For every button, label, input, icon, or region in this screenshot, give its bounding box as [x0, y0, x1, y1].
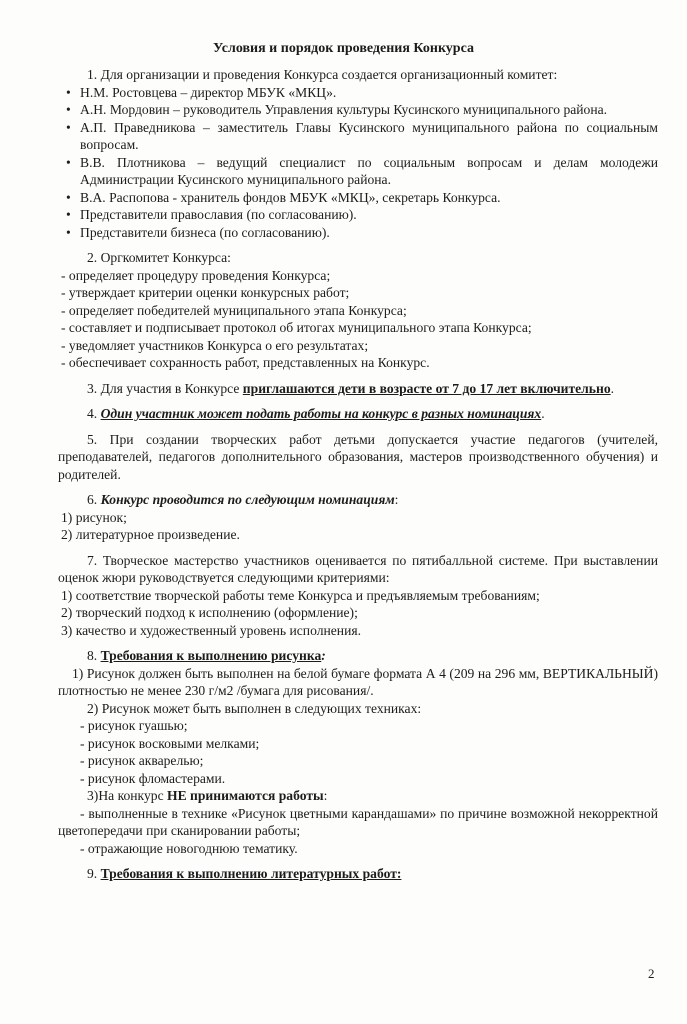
drawing-rule-2: 2) Рисунок может быть выполнен в следующих техниках: [87, 700, 422, 716]
technique-item: - рисунок фломастерами. [80, 770, 226, 786]
committee-duty: - составляет и подписывает протокол об итогах муниципального этапа Конкурса; [61, 320, 532, 335]
section-4-prefix: 4. [87, 406, 101, 421]
committee-member: • Представители православия (по согласованию). [58, 206, 658, 224]
not-accepted-item: - отражающие новогоднюю тематику. [80, 840, 298, 856]
technique-item: - рисунок гуашью; [80, 718, 188, 733]
criterion-item: 2) творческий подход к исполнению (оформление); [61, 605, 358, 620]
section-6-prefix: 6. [87, 492, 101, 507]
drawing-rule-3-suffix: : [323, 788, 328, 803]
section-3-prefix: 3. Для участия в Конкурсе [87, 380, 243, 396]
section-8-prefix: 8. [87, 648, 101, 663]
section-3 [58, 380, 658, 398]
section-3-suffix: . [610, 380, 615, 396]
section-7-intro: 7. Творческое мастерство участников оценивается по пятибалльной системе. При выставлении оценок жюри руководствуется следующими критериями: [58, 552, 658, 585]
section-4-suffix: . [541, 406, 545, 421]
section-2-intro: 2. Оргкомитет Конкурса: [87, 250, 231, 265]
document-body [58, 66, 658, 883]
section-9-prefix: 9. [87, 866, 101, 881]
section-4 [58, 405, 658, 423]
nomination-item: 1) рисунок; [61, 509, 127, 525]
nomination-item: 2) литературное произведение. [61, 527, 240, 542]
page-number: 2 [648, 966, 655, 981]
committee-duty: - утверждает критерии оценки конкурсных работ; [61, 285, 350, 300]
section-1-intro: 1. Для организации и проведения Конкурса создается организационный комитет: [87, 67, 558, 82]
committee-member: • В.А. Распопова - хранитель фондов МБУК «МКЦ», секретарь Конкурса. [58, 189, 658, 207]
not-accepted-item: - выполненные в технике «Рисунок цветными карандашами» по причине возможной некорректной цветопередачи при сканировании работы; [58, 805, 658, 838]
drawing-rule-1: 1) Рисунок должен быть выполнен на белой бумаге формата А 4 (209 на 296 мм, ВЕРТИКАЛЬНЫЙ) плотностью не менее 230 г/м2 /бумага для рисования/. [58, 665, 658, 698]
committee-duty: - определяет победителей муниципального этапа Конкурса; [61, 302, 407, 318]
not-accepted-label: НЕ принимаются работы [167, 788, 324, 803]
committee-duty: - определяет процедуру проведения Конкурса; [61, 267, 331, 283]
committee-duty: - обеспечивает сохранность работ, представленных на Конкурс. [61, 355, 430, 370]
committee-member: • В.В. Плотникова – ведущий специалист по социальным вопросам и делам молодежи Администрации Кусинского муниципального района. [58, 154, 658, 189]
technique-item: - рисунок восковыми мелками; [80, 735, 260, 751]
nominations-heading: Конкурс проводится по следующим номинациям [100, 492, 395, 507]
drawing-rule-3-prefix: 3)На конкурс [87, 788, 167, 803]
committee-member: • А.Н. Мордовин – руководитель Управления культуры Кусинского муниципального района. [58, 101, 658, 119]
section-8-colon: : [321, 648, 326, 663]
section-6 [58, 491, 658, 509]
literary-requirements-heading: Требования к выполнению литературных работ: [100, 866, 402, 881]
drawing-rule-3 [58, 787, 658, 805]
section-8 [58, 647, 658, 665]
age-requirement: приглашаются дети в возрасте от 7 до 17 лет включительно [242, 380, 611, 396]
committee-member: • Представители бизнеса (по согласованию). [58, 224, 658, 242]
committee-duty: - уведомляет участников Конкурса о его результатах; [61, 337, 369, 353]
committee-member: • Н.М. Ростовцева – директор МБУК «МКЦ». [58, 84, 658, 102]
committee-member: • А.П. Праведникова – заместитель Главы Кусинского муниципального района по социальным вопросам. [58, 119, 658, 154]
criterion-item: 1) соответствие творческой работы теме Конкурса и предъявляемым требованиям; [61, 587, 540, 603]
technique-item: - рисунок акварелью; [80, 753, 204, 768]
criterion-item: 3) качество и художественный уровень исполнения. [61, 622, 361, 638]
section-5: 5. При создании творческих работ детьми допускается участие педагогов (учителей, преподавателей, педагогов дополнительного образования, мастеров производственного обучения) и родителей. [58, 431, 658, 482]
nominations-rule: Один участник может подать работы на конкурс в разных номинациях [100, 406, 542, 421]
drawing-requirements-heading: Требования к выполнению рисунка [100, 648, 322, 663]
section-6-suffix: : [394, 492, 399, 507]
section-9 [58, 865, 658, 883]
document-title: Условия и порядок проведения Конкурса [213, 41, 474, 56]
